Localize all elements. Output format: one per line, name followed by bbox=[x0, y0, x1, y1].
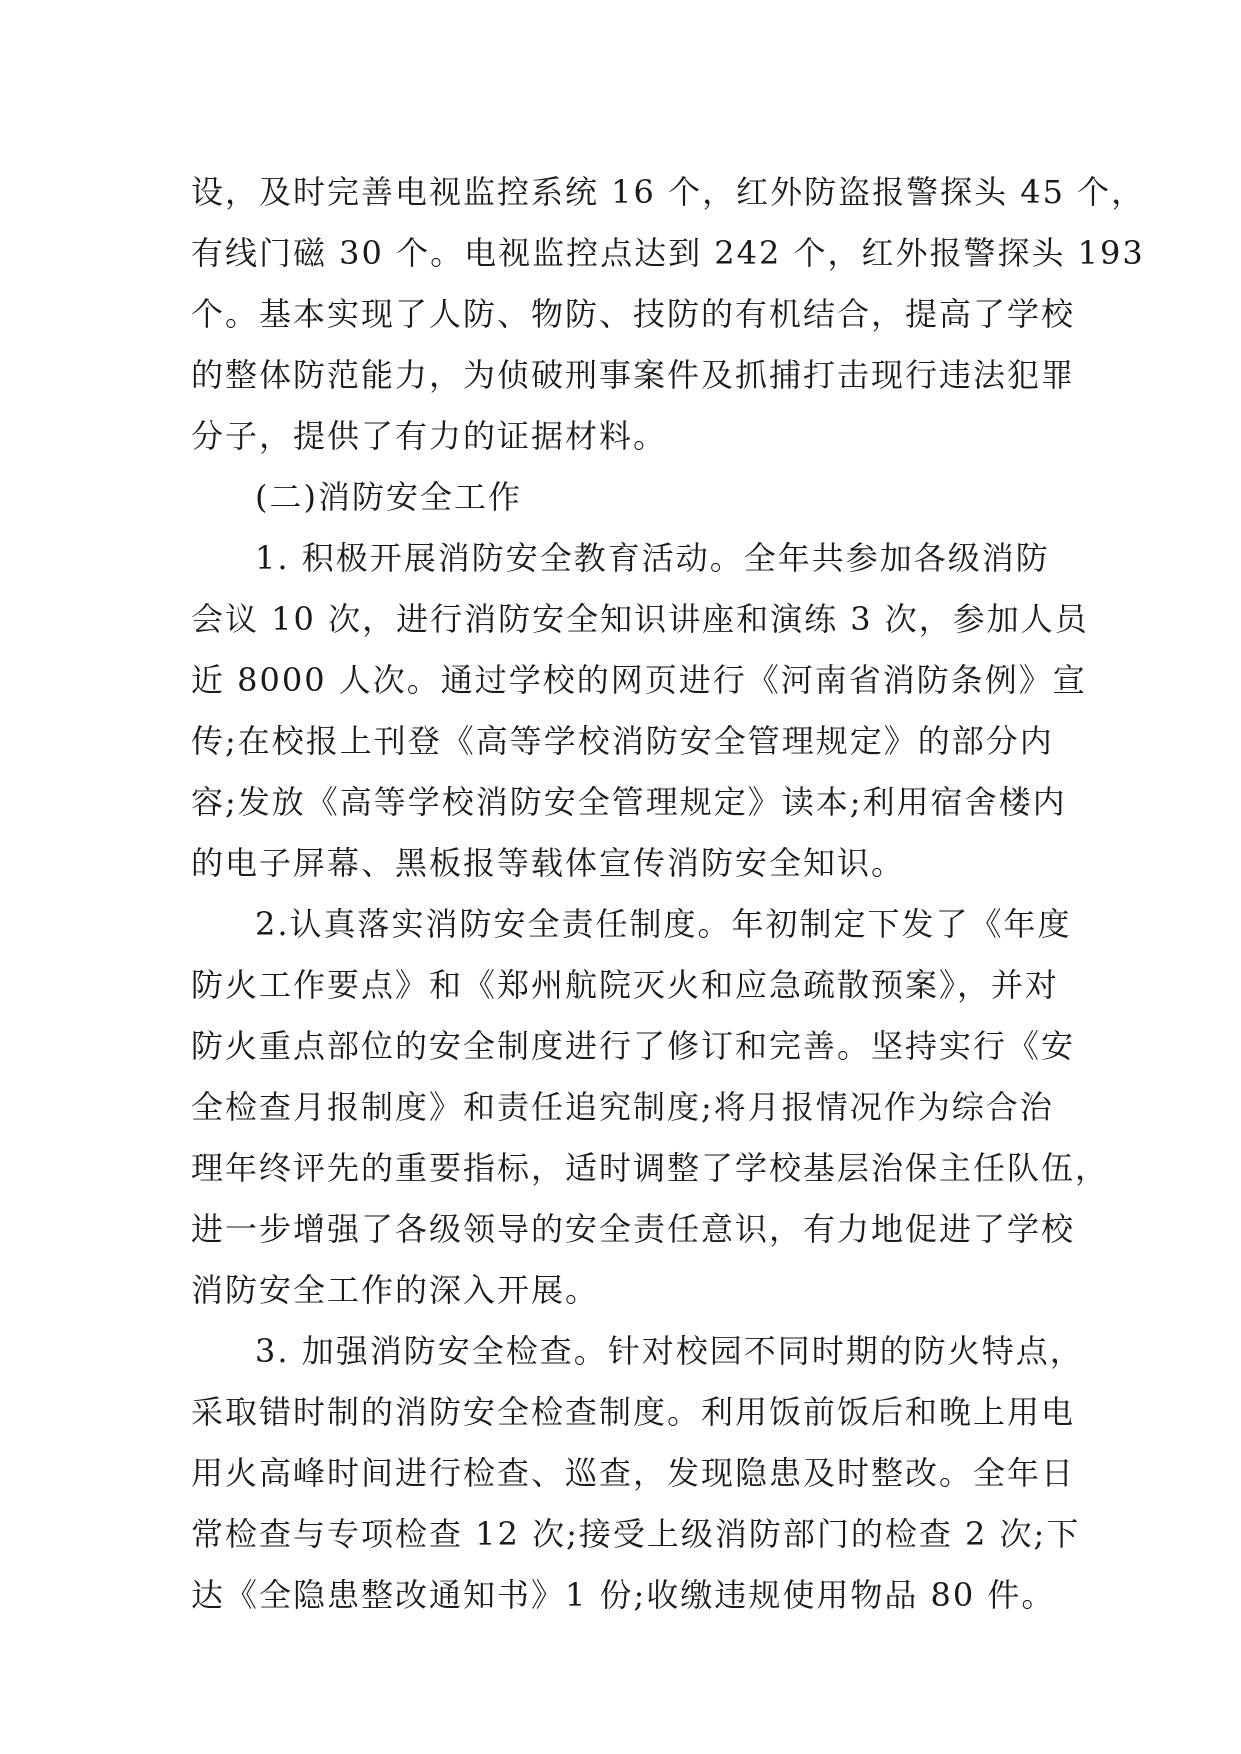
text-line: 个。基本实现了人防、物防、技防的有机结合，提高了学校 bbox=[191, 295, 1076, 333]
paragraph-fire-education bbox=[191, 528, 1089, 894]
section-heading-fire-safety bbox=[191, 467, 1051, 528]
section-heading: (二)消防安全工作 bbox=[255, 478, 522, 516]
text-line: 用火高峰时间进行检查、巡查，发现隐患及时整改。全年日 bbox=[191, 1454, 1076, 1492]
text-line: 设，及时完善电视监控系统 16 个，红外防盗报警探头 45 个， bbox=[191, 173, 1146, 211]
paragraph-fire-inspection bbox=[191, 1321, 1084, 1626]
text-line: 3. 加强消防安全检查。针对校园不同时期的防火特点， bbox=[255, 1332, 1084, 1370]
text-line: 有线门磁 30 个。电视监控点达到 242 个，红外报警探头 193 bbox=[191, 234, 1145, 272]
text-line: 传;在校报上刊登《高等学校消防安全管理规定》的部分内 bbox=[191, 722, 1054, 760]
text-line: 的电子屏幕、黑板报等载体宣传消防安全知识。 bbox=[191, 844, 906, 882]
paragraph-fire-responsibility bbox=[191, 894, 1110, 1321]
text-line: 2.认真落实消防安全责任制度。年初制定下发了《年度 bbox=[255, 905, 1072, 943]
document-body bbox=[191, 162, 1146, 1626]
text-line: 消防安全工作的深入开展。 bbox=[191, 1271, 600, 1309]
text-line: 全检查月报制度》和责任追究制度;将月报情况作为综合治 bbox=[191, 1088, 1054, 1126]
text-line: 容;发放《高等学校消防安全管理规定》读本;利用宿舍楼内 bbox=[191, 783, 1067, 821]
text-line: 采取错时制的消防安全检查制度。利用饭前饭后和晚上用电 bbox=[191, 1393, 1076, 1431]
text-line: 达《全隐患整改通知书》1 份;收缴违规使用物品 80 件。 bbox=[191, 1576, 1056, 1614]
text-line: 进一步增强了各级领导的安全责任意识，有力地促进了学校 bbox=[191, 1210, 1076, 1248]
text-line: 会议 10 次，进行消防安全知识讲座和演练 3 次，参加人员 bbox=[191, 600, 1089, 638]
text-line: 常检查与专项检查 12 次;接受上级消防部门的检查 2 次;下 bbox=[191, 1515, 1081, 1553]
text-line: 防火重点部位的安全制度进行了修订和完善。坚持实行《安 bbox=[191, 1027, 1076, 1065]
text-line: 防火工作要点》和《郑州航院灭火和应急疏散预案》，并对 bbox=[191, 966, 1060, 1004]
text-line: 分子，提供了有力的证据材料。 bbox=[191, 417, 668, 455]
text-line: 理年终评先的重要指标，适时调整了学校基层治保主任队伍， bbox=[191, 1149, 1110, 1187]
paragraph-security-equipment bbox=[191, 162, 1146, 467]
text-line: 的整体防范能力，为侦破刑事案件及抓捕打击现行违法犯罪 bbox=[191, 356, 1076, 394]
text-line: 1. 积极开展消防安全教育活动。全年共参加各级消防 bbox=[255, 539, 1050, 577]
text-line: 近 8000 人次。通过学校的网页进行《河南省消防条例》宣 bbox=[191, 661, 1087, 699]
